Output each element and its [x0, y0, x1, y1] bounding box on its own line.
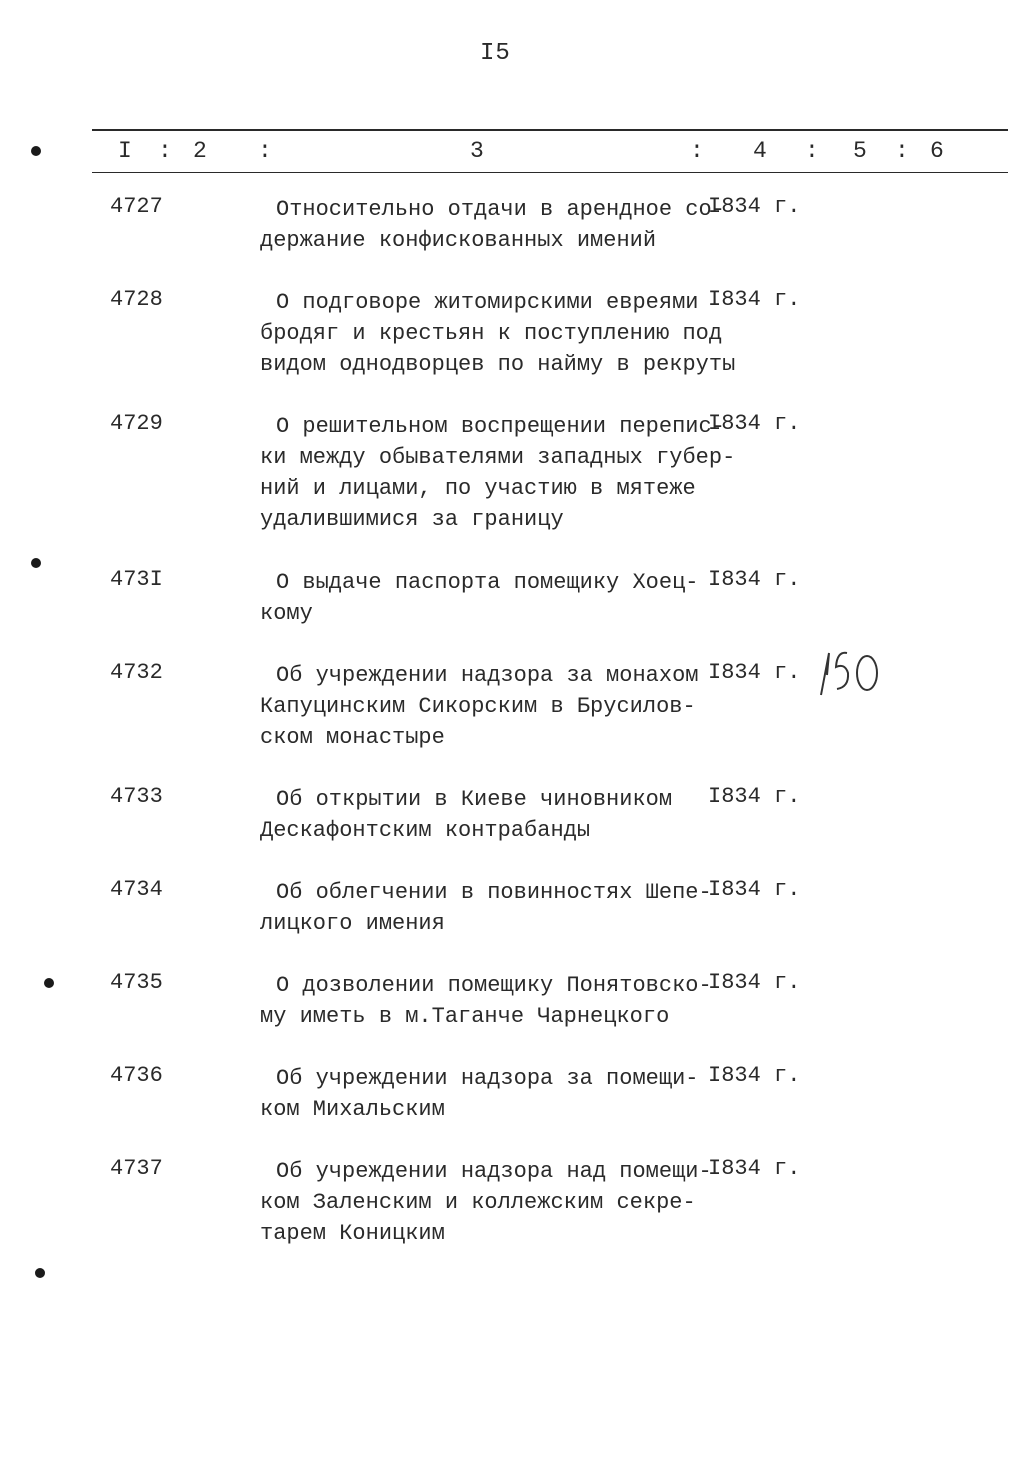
entry-year: I834 г.	[708, 784, 801, 809]
header-col-4: 4	[753, 138, 767, 164]
entry-line: ки между обывателями западных губер-	[260, 445, 736, 470]
header-sep-2: :	[258, 138, 272, 164]
header-col-5: 5	[853, 138, 867, 164]
header-col-1: I	[118, 138, 132, 164]
header-col-6: 6	[930, 138, 944, 164]
entry-year: I834 г.	[708, 411, 801, 436]
entry-year: I834 г.	[708, 660, 801, 685]
entry-number: 4727	[110, 194, 163, 219]
entry-line: удалившимися за границу	[260, 507, 564, 532]
entry-line: ском монастыре	[260, 725, 445, 750]
entry-title	[260, 567, 700, 629]
binding-hole	[35, 1268, 45, 1278]
entry-line: бродяг и крестьян к поступлению под	[260, 321, 723, 346]
entry-line: держание конфискованных имений	[260, 228, 657, 253]
entry-year: I834 г.	[708, 877, 801, 902]
entry-title	[260, 287, 736, 380]
header-bottom-rule	[92, 172, 1008, 173]
entry-number: 473I	[110, 567, 163, 592]
entry-line: Об учреждении надзора над помещи-	[276, 1159, 712, 1184]
entry-title	[260, 1063, 700, 1125]
entry-year: I834 г.	[708, 1063, 801, 1088]
entry-title	[260, 784, 700, 846]
entry-number: 4733	[110, 784, 163, 809]
binding-hole	[31, 146, 41, 156]
entry-title	[260, 1156, 712, 1249]
header-top-rule	[92, 129, 1008, 131]
entry-title	[260, 660, 700, 753]
entry-number: 4736	[110, 1063, 163, 1088]
header-sep-5: :	[895, 138, 909, 164]
entry-line: О выдаче паспорта помещику Хоец-	[276, 570, 699, 595]
entry-title	[260, 877, 712, 939]
entry-line: О подговоре житомирскими евреями	[276, 290, 699, 315]
header-sep-1: :	[158, 138, 172, 164]
entry-line: Капуцинским Сикорским в Брусилов-	[260, 694, 696, 719]
entry-line: Относительно отдачи в арендное со-	[276, 197, 725, 222]
entry-line: му иметь в м.Таганче Чарнецкого	[260, 1004, 670, 1029]
header-sep-3: :	[690, 138, 704, 164]
entry-line: Об учреждении надзора за монахом	[276, 663, 699, 688]
entry-title	[260, 970, 712, 1032]
entry-title	[260, 194, 725, 256]
entry-line: Дескафонтским контрабанды	[260, 818, 591, 843]
entry-number: 4732	[110, 660, 163, 685]
entry-number: 4737	[110, 1156, 163, 1181]
entry-line: лицкого имения	[260, 911, 445, 936]
header-col-3: 3	[470, 138, 484, 164]
entry-year: I834 г.	[708, 194, 801, 219]
entry-title	[260, 411, 736, 535]
entry-line: О дозволении помещику Понятовско-	[276, 973, 712, 998]
entry-line: Об облегчении в повинностях Шепе-	[276, 880, 712, 905]
handwritten-folio-number	[815, 645, 885, 705]
entry-line: кому	[260, 601, 313, 626]
entry-number: 4734	[110, 877, 163, 902]
entry-line: ком Михальским	[260, 1097, 445, 1122]
entry-year: I834 г.	[708, 567, 801, 592]
entry-line: О решительном воспрещении перепис-	[276, 414, 725, 439]
binding-hole	[31, 558, 41, 568]
entry-year: I834 г.	[708, 1156, 801, 1181]
page-number: I5	[480, 40, 511, 67]
entry-line: Об открытии в Киеве чиновником	[276, 787, 673, 812]
entry-number: 4728	[110, 287, 163, 312]
entry-line: тарем Коницким	[260, 1221, 445, 1246]
entry-year: I834 г.	[708, 287, 801, 312]
header-col-2: 2	[193, 138, 207, 164]
entry-line: видом однодворцев по найму в рекруты	[260, 352, 736, 377]
binding-hole	[44, 978, 54, 988]
entry-number: 4735	[110, 970, 163, 995]
entry-line: Об учреждении надзора за помещи-	[276, 1066, 699, 1091]
entry-line: ний и лицами, по участию в мятеже	[260, 476, 696, 501]
entry-line: ком Заленским и коллежским секре-	[260, 1190, 696, 1215]
entry-year: I834 г.	[708, 970, 801, 995]
entry-number: 4729	[110, 411, 163, 436]
header-sep-4: :	[805, 138, 819, 164]
